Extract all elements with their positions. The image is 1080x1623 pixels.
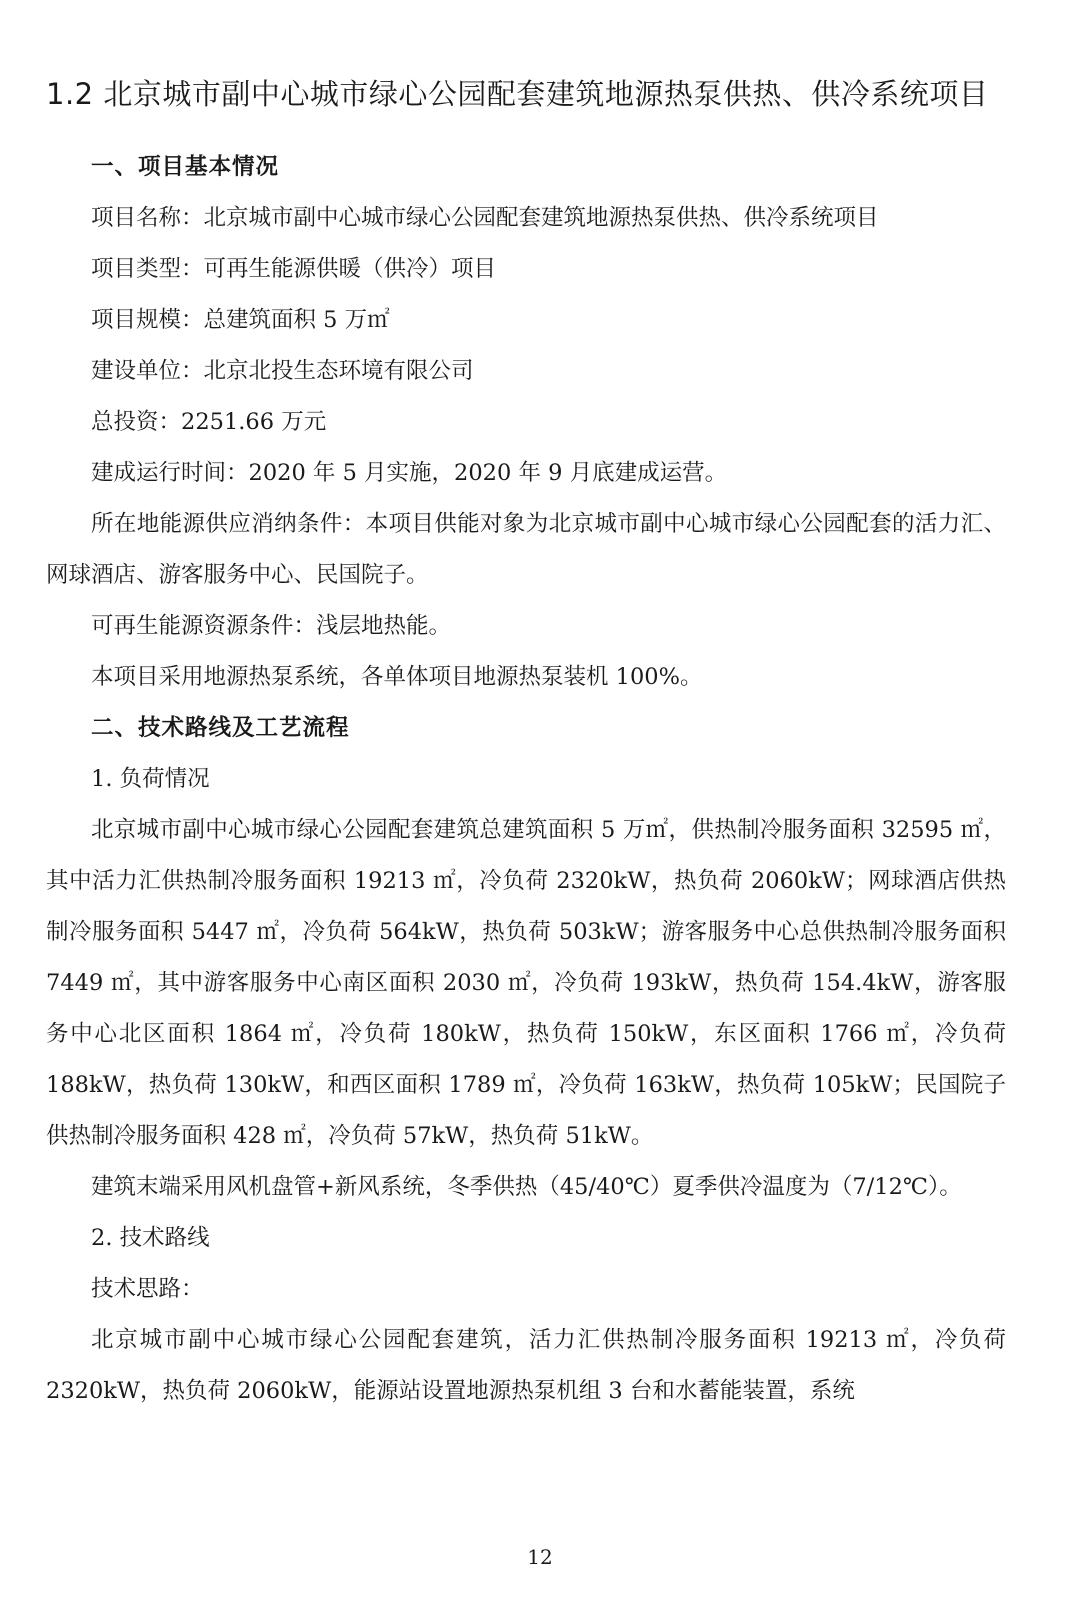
document-body <box>46 142 1006 1417</box>
page-number: 12 <box>527 1545 553 1569</box>
subheading-technical-route: 2. 技术路线 <box>91 1225 210 1251</box>
project-scale: 项目规模：总建筑面积 5 万㎡ <box>91 307 390 333</box>
technical-idea-label: 技术思路： <box>91 1276 204 1302</box>
energy-supply-conditions: 所在地能源供应消纳条件：本项目供能对象为北京城市副中心城市绿心公园配套的活力汇、网球酒店、游客服务中心、民国院子。 <box>46 511 1006 588</box>
total-investment: 总投资：2251.66 万元 <box>91 409 327 435</box>
renewable-resource-conditions: 可再生能源资源条件：浅层地热能。 <box>91 613 452 639</box>
terminal-system: 建筑末端采用风机盘管+新风系统，冬季供热（45/40℃）夏季供冷温度为（7/12℃）。 <box>91 1174 962 1200</box>
project-name: 项目名称：北京城市副中心城市绿心公园配套建筑地源热泵供热、供冷系统项目 <box>91 205 879 231</box>
system-description: 本项目采用地源热泵系统，各单体项目地源热泵装机 100%。 <box>91 664 703 690</box>
heading-basic-info: 一、项目基本情况 <box>91 154 280 180</box>
heading-technical-route: 二、技术路线及工艺流程 <box>91 715 350 741</box>
operation-time: 建成运行时间：2020 年 5 月实施，2020 年 9 月底建成运营。 <box>91 460 728 486</box>
subheading-load: 1. 负荷情况 <box>91 766 210 792</box>
construction-unit: 建设单位：北京北投生态环境有限公司 <box>91 358 474 384</box>
technical-idea-text: 北京城市副中心城市绿心公园配套建筑，活力汇供热制冷服务面积 19213 ㎡，冷负荷 2320kW，热负荷 2060kW，能源站设置地源热泵机组 3 台和水蓄能装置，系统 <box>46 1327 1006 1404</box>
project-type: 项目类型：可再生能源供暖（供冷）项目 <box>91 256 497 282</box>
section-title: 1.2 北京城市副中心城市绿心公园配套建筑地源热泵供热、供冷系统项目 <box>46 77 989 111</box>
load-details: 北京城市副中心城市绿心公园配套建筑总建筑面积 5 万㎡，供热制冷服务面积 32595 ㎡，其中活力汇供热制冷服务面积 19213 ㎡，冷负荷 2320kW，热负荷 2060kW；网球酒店供热制冷服务面积 5447 ㎡，冷负荷 564kW，热负荷 503kW；游客服务中心总供热制冷服务面积 7449 ㎡，其中游客服务中心南区面积 2030 ㎡，冷负荷 193kW，热负荷 154.4kW，游客服务中心北区面积 1864 ㎡，冷负荷 180kW，热负荷 150kW，东区面积 1766 ㎡，冷负荷 188kW，热负荷 130kW，和西区面积 1789 ㎡，冷负荷 163kW，热负荷 105kW；民国院子供热制冷服务面积 428 ㎡，冷负荷 57kW，热负荷 51kW。 <box>46 817 1006 1149</box>
